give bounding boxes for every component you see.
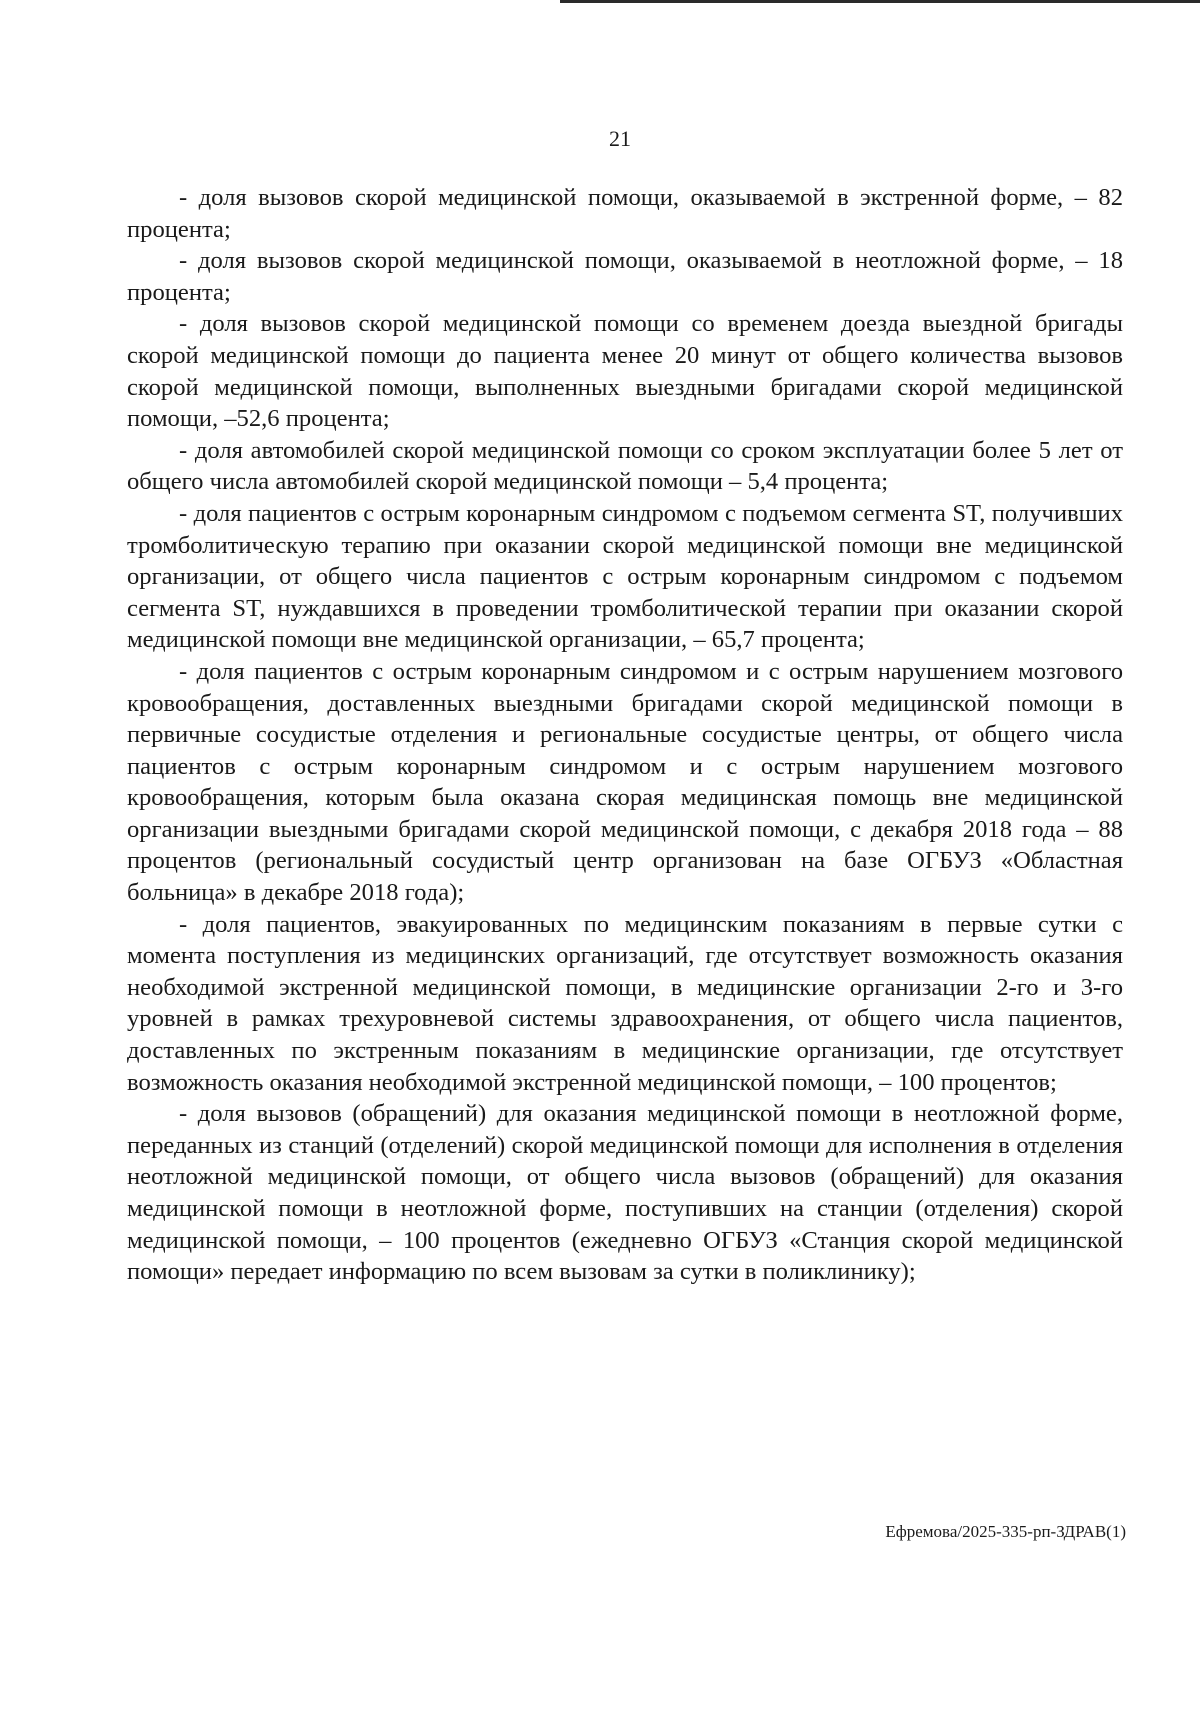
paragraph-urgent-transfers: - доля вызовов (обращений) для оказания медицинской помощи в неотложной форме, переданных из станций (отделений) скорой медицинской помощи для исполнения в отделения неотложной медицинской помощи, от общего числа вызовов (обращений) для оказания медицинской помощи в неотложной форме, поступивших на станции (отделения) скорой медицинской помощи, – 100 процентов (ежедневно ОГБУЗ «Станция скорой медицинской помощи» передает информацию по всем вызовам за сутки в поликлинику); — [127, 1100, 1123, 1286]
paragraph-thrombolytic-therapy: - доля пациентов с острым коронарным синдромом с подъемом сегмента ST, получивших тромболитическую терапию при оказании скорой медицинской помощи вне медицинской организации, от общего числа пациентов с острым коронарным синдромом с подъемом сегмента ST, нуждавшихся в проведении тромболитической терапии при оказании скорой медицинской помощи вне медицинской организации, – 65,7 процента; — [127, 499, 1123, 654]
scan-edge-line — [560, 0, 1200, 3]
paragraph-vascular-centers: - доля пациентов с острым коронарным синдромом и с острым нарушением мозгового кровообращения, доставленных выездными бригадами скорой медицинской помощи в первичные сосудистые отделения и региональные сосудистые центры, от общего числа пациентов с острым коронарным синдромом и с острым нарушением мозгового кровообращения, которым была оказана скорая медицинская помощь вне медицинской организации выездными бригадами скорой медицинской помощи, с декабря 2018 года – 88 процентов (региональный сосудистый центр организован на базе ОГБУЗ «Областная больница» в декабре 2018 года); — [127, 657, 1123, 907]
document-body — [127, 182, 1123, 1288]
paragraph-arrival-time: - доля вызовов скорой медицинской помощи со временем доезда выездной бригады скорой медицинской помощи до пациента менее 20 минут от общего количества вызовов скорой медицинской помощи, выполненных выездными бригадами скорой медицинской помощи, –52,6 процента; — [127, 310, 1123, 433]
document-footer-code: Ефремова/2025-335-рп-ЗДРАВ(1) — [885, 1522, 1126, 1541]
paragraph-vehicles-age: - доля автомобилей скорой медицинской помощи со сроком эксплуатации более 5 лет от общего числа автомобилей скорой медицинской помощи – 5,4 процента; — [127, 436, 1123, 496]
paragraph-urgent-calls: - доля вызовов скорой медицинской помощи, оказываемой в неотложной форме, – 18 процента; — [127, 247, 1123, 306]
paragraph-evacuated-patients: - доля пациентов, эвакуированных по медицинским показаниям в первые сутки с момента поступления из медицинских организаций, где отсутствует возможность оказания необходимой экстренной медицинской помощи, в медицинские организации 2-го и 3-го уровней в рамках трехуровневой системы здравоохранения, от общего числа пациентов, доставленных по экстренным показаниям в медицинские организации, где отсутствует возможность оказания необходимой экстренной медицинской помощи, – 100 процентов; — [127, 910, 1123, 1096]
page-number: 21 — [609, 126, 631, 151]
paragraph-emergency-calls: - доля вызовов скорой медицинской помощи, оказываемой в экстренной форме, – 82 процента; — [127, 184, 1123, 243]
